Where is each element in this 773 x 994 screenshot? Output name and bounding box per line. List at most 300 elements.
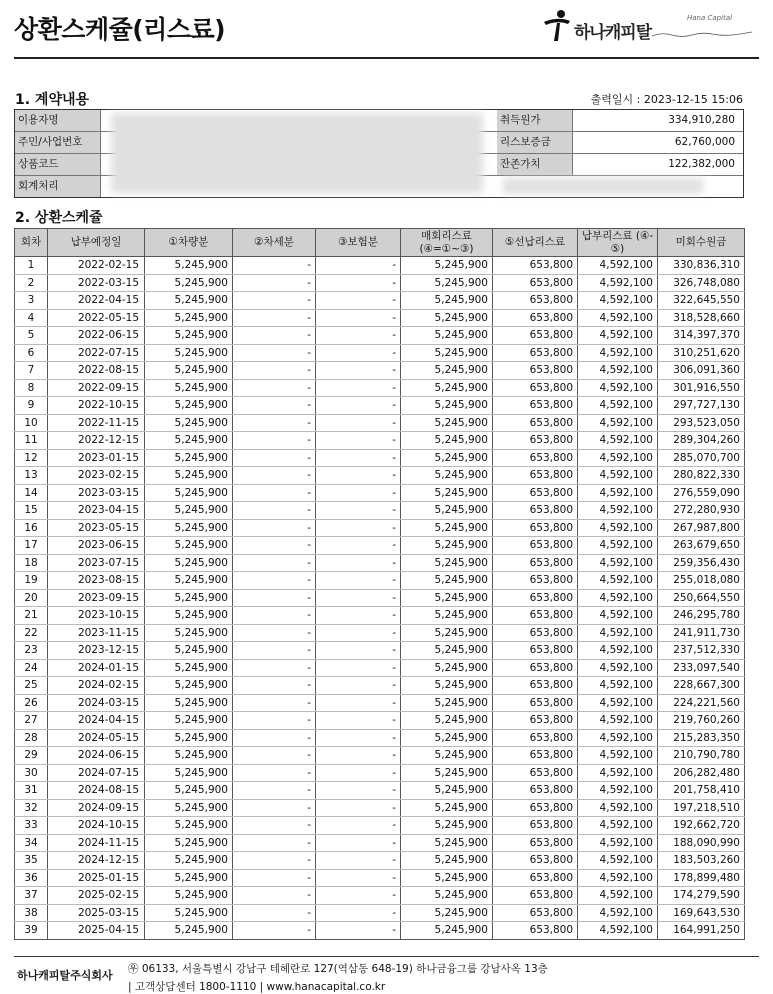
cell-vehicle-tax: - — [233, 449, 316, 467]
cell-lease-payment: 5,245,900 — [401, 344, 493, 362]
cell-payable-lease: 4,592,100 — [578, 677, 658, 695]
cell-outstanding-principal: 293,523,050 — [658, 414, 745, 432]
table-row — [15, 834, 745, 852]
cell-vehicle: 5,245,900 — [145, 327, 233, 345]
cell-due-date: 2023-09-15 — [48, 589, 145, 607]
cell-outstanding-principal: 276,559,090 — [658, 484, 745, 502]
cell-lease-payment: 5,245,900 — [401, 309, 493, 327]
cell-installment: 38 — [15, 904, 48, 922]
cell-lease-payment: 5,245,900 — [401, 677, 493, 695]
cell-vehicle: 5,245,900 — [145, 449, 233, 467]
cell-vehicle: 5,245,900 — [145, 904, 233, 922]
cell-insurance: - — [316, 484, 401, 502]
cell-vehicle-tax: - — [233, 397, 316, 415]
cell-due-date: 2024-07-15 — [48, 764, 145, 782]
cell-vehicle-tax: - — [233, 292, 316, 310]
col-header-due-date: 납부예정일 — [48, 229, 145, 257]
cell-vehicle-tax: - — [233, 782, 316, 800]
cell-prepaid-lease: 653,800 — [493, 677, 578, 695]
cell-vehicle: 5,245,900 — [145, 572, 233, 590]
cell-prepaid-lease: 653,800 — [493, 309, 578, 327]
cell-insurance: - — [316, 922, 401, 940]
cell-lease-payment: 5,245,900 — [401, 397, 493, 415]
cell-outstanding-principal: 250,664,550 — [658, 589, 745, 607]
cell-outstanding-principal: 178,899,480 — [658, 869, 745, 887]
table-header-row — [15, 229, 745, 257]
cell-outstanding-principal: 285,070,700 — [658, 449, 745, 467]
cell-installment: 25 — [15, 677, 48, 695]
cell-insurance: - — [316, 274, 401, 292]
cell-due-date: 2024-04-15 — [48, 712, 145, 730]
cell-payable-lease: 4,592,100 — [578, 799, 658, 817]
cell-outstanding-principal: 280,822,330 — [658, 467, 745, 485]
cell-due-date: 2023-12-15 — [48, 642, 145, 660]
cell-installment: 19 — [15, 572, 48, 590]
cell-vehicle-tax: - — [233, 799, 316, 817]
col-header-prepaid-lease: ⑤선납리스료 — [493, 229, 578, 257]
cell-vehicle: 5,245,900 — [145, 799, 233, 817]
cell-installment: 13 — [15, 467, 48, 485]
cell-vehicle: 5,245,900 — [145, 869, 233, 887]
cell-vehicle: 5,245,900 — [145, 747, 233, 765]
table-row — [15, 484, 745, 502]
contract-info-box — [14, 109, 744, 198]
cell-insurance: - — [316, 537, 401, 555]
table-row — [15, 327, 745, 345]
cell-insurance: - — [316, 607, 401, 625]
cell-payable-lease: 4,592,100 — [578, 309, 658, 327]
cell-prepaid-lease: 653,800 — [493, 712, 578, 730]
cell-insurance: - — [316, 747, 401, 765]
label-lease-deposit: 리스보증금 — [497, 132, 573, 153]
cell-due-date: 2024-03-15 — [48, 694, 145, 712]
cell-lease-payment: 5,245,900 — [401, 607, 493, 625]
cell-insurance: - — [316, 834, 401, 852]
cell-prepaid-lease: 653,800 — [493, 887, 578, 905]
cell-due-date: 2022-06-15 — [48, 327, 145, 345]
cell-vehicle: 5,245,900 — [145, 589, 233, 607]
cell-prepaid-lease: 653,800 — [493, 624, 578, 642]
cell-outstanding-principal: 201,758,410 — [658, 782, 745, 800]
cell-lease-payment: 5,245,900 — [401, 834, 493, 852]
cell-payable-lease: 4,592,100 — [578, 519, 658, 537]
cell-vehicle-tax: - — [233, 379, 316, 397]
cell-lease-payment: 5,245,900 — [401, 362, 493, 380]
cell-prepaid-lease: 653,800 — [493, 554, 578, 572]
cell-vehicle-tax: - — [233, 904, 316, 922]
cell-outstanding-principal: 206,282,480 — [658, 764, 745, 782]
table-row — [15, 817, 745, 835]
cell-payable-lease: 4,592,100 — [578, 642, 658, 660]
table-row — [15, 764, 745, 782]
cell-due-date: 2024-02-15 — [48, 677, 145, 695]
cell-prepaid-lease: 653,800 — [493, 659, 578, 677]
cell-due-date: 2022-02-15 — [48, 257, 145, 275]
cell-vehicle-tax: - — [233, 274, 316, 292]
cell-lease-payment: 5,245,900 — [401, 869, 493, 887]
table-row — [15, 537, 745, 555]
cell-vehicle-tax: - — [233, 624, 316, 642]
cell-lease-payment: 5,245,900 — [401, 274, 493, 292]
col-header-payable-lease: 납부리스료 (④-⑤) — [578, 229, 658, 257]
cell-vehicle: 5,245,900 — [145, 344, 233, 362]
logo-company-name: 하나캐피탈 — [574, 23, 652, 43]
cell-vehicle-tax: - — [233, 764, 316, 782]
cell-lease-payment: 5,245,900 — [401, 432, 493, 450]
cell-payable-lease: 4,592,100 — [578, 414, 658, 432]
cell-vehicle-tax: - — [233, 362, 316, 380]
cell-installment: 17 — [15, 537, 48, 555]
cell-vehicle: 5,245,900 — [145, 712, 233, 730]
cell-lease-payment: 5,245,900 — [401, 379, 493, 397]
printed-label: 출력일시 : — [590, 93, 641, 106]
cell-outstanding-principal: 188,090,990 — [658, 834, 745, 852]
cell-outstanding-principal: 183,503,260 — [658, 852, 745, 870]
cell-vehicle-tax: - — [233, 729, 316, 747]
cell-installment: 6 — [15, 344, 48, 362]
cell-insurance: - — [316, 572, 401, 590]
cell-vehicle: 5,245,900 — [145, 782, 233, 800]
cell-vehicle-tax: - — [233, 537, 316, 555]
cell-outstanding-principal: 224,221,560 — [658, 694, 745, 712]
header-divider — [14, 57, 759, 59]
table-row — [15, 309, 745, 327]
cell-prepaid-lease: 653,800 — [493, 502, 578, 520]
table-row — [15, 799, 745, 817]
cell-due-date: 2023-07-15 — [48, 554, 145, 572]
cell-outstanding-principal: 210,790,780 — [658, 747, 745, 765]
table-row — [15, 747, 745, 765]
cell-outstanding-principal: 330,836,310 — [658, 257, 745, 275]
col-header-insurance: ③보험분 — [316, 229, 401, 257]
cell-prepaid-lease: 653,800 — [493, 344, 578, 362]
table-row — [15, 257, 745, 275]
cell-vehicle-tax: - — [233, 887, 316, 905]
cell-vehicle: 5,245,900 — [145, 274, 233, 292]
cell-due-date: 2025-01-15 — [48, 869, 145, 887]
cell-outstanding-principal: 322,645,550 — [658, 292, 745, 310]
cell-lease-payment: 5,245,900 — [401, 799, 493, 817]
cell-vehicle: 5,245,900 — [145, 817, 233, 835]
cell-vehicle-tax: - — [233, 484, 316, 502]
cell-vehicle: 5,245,900 — [145, 642, 233, 660]
cell-vehicle-tax: - — [233, 642, 316, 660]
cell-lease-payment: 5,245,900 — [401, 642, 493, 660]
cell-installment: 3 — [15, 292, 48, 310]
label-customer-name: 이용자명 — [15, 110, 101, 131]
cell-installment: 14 — [15, 484, 48, 502]
table-row — [15, 694, 745, 712]
logo-mark-icon — [540, 8, 572, 42]
cell-insurance: - — [316, 502, 401, 520]
table-row — [15, 502, 745, 520]
cell-payable-lease: 4,592,100 — [578, 537, 658, 555]
cell-payable-lease: 4,592,100 — [578, 327, 658, 345]
cell-vehicle: 5,245,900 — [145, 624, 233, 642]
cell-prepaid-lease: 653,800 — [493, 537, 578, 555]
cell-insurance: - — [316, 589, 401, 607]
label-accounting: 회계처리 — [15, 176, 101, 197]
cell-insurance: - — [316, 379, 401, 397]
cell-due-date: 2022-09-15 — [48, 379, 145, 397]
cell-payable-lease: 4,592,100 — [578, 449, 658, 467]
cell-outstanding-principal: 255,018,080 — [658, 572, 745, 590]
cell-lease-payment: 5,245,900 — [401, 572, 493, 590]
cell-vehicle: 5,245,900 — [145, 432, 233, 450]
cell-vehicle: 5,245,900 — [145, 362, 233, 380]
company-logo — [540, 8, 762, 44]
cell-outstanding-principal: 241,911,730 — [658, 624, 745, 642]
cell-vehicle: 5,245,900 — [145, 309, 233, 327]
cell-installment: 26 — [15, 694, 48, 712]
cell-insurance: - — [316, 449, 401, 467]
table-row — [15, 904, 745, 922]
cell-outstanding-principal: 297,727,130 — [658, 397, 745, 415]
cell-lease-payment: 5,245,900 — [401, 624, 493, 642]
col-header-outstanding-principal: 미회수원금 — [658, 229, 745, 257]
cell-lease-payment: 5,245,900 — [401, 764, 493, 782]
cell-payable-lease: 4,592,100 — [578, 292, 658, 310]
cell-vehicle: 5,245,900 — [145, 292, 233, 310]
cell-due-date: 2022-08-15 — [48, 362, 145, 380]
cell-installment: 22 — [15, 624, 48, 642]
cell-outstanding-principal: 237,512,330 — [658, 642, 745, 660]
cell-installment: 4 — [15, 309, 48, 327]
cell-prepaid-lease: 653,800 — [493, 257, 578, 275]
cell-insurance: - — [316, 642, 401, 660]
cell-payable-lease: 4,592,100 — [578, 607, 658, 625]
cell-insurance: - — [316, 397, 401, 415]
col-header-installment: 회차 — [15, 229, 48, 257]
footer-contact: | 고객상담센터 1800-1110 | www.hanacapital.co.kr — [128, 981, 386, 993]
cell-payable-lease: 4,592,100 — [578, 747, 658, 765]
cell-installment: 30 — [15, 764, 48, 782]
cell-payable-lease: 4,592,100 — [578, 484, 658, 502]
cell-insurance: - — [316, 309, 401, 327]
cell-installment: 31 — [15, 782, 48, 800]
cell-vehicle-tax: - — [233, 834, 316, 852]
cell-vehicle-tax: - — [233, 554, 316, 572]
cell-due-date: 2022-04-15 — [48, 292, 145, 310]
cell-lease-payment: 5,245,900 — [401, 712, 493, 730]
cell-vehicle-tax: - — [233, 747, 316, 765]
cell-insurance: - — [316, 712, 401, 730]
table-row — [15, 519, 745, 537]
cell-due-date: 2024-11-15 — [48, 834, 145, 852]
cell-lease-payment: 5,245,900 — [401, 467, 493, 485]
cell-payable-lease: 4,592,100 — [578, 362, 658, 380]
cell-insurance: - — [316, 327, 401, 345]
cell-prepaid-lease: 653,800 — [493, 432, 578, 450]
col-header-vehicle-tax: ②차세분 — [233, 229, 316, 257]
redacted-region — [111, 113, 483, 193]
cell-payable-lease: 4,592,100 — [578, 257, 658, 275]
cell-installment: 39 — [15, 922, 48, 940]
cell-insurance: - — [316, 677, 401, 695]
table-row — [15, 379, 745, 397]
cell-prepaid-lease: 653,800 — [493, 747, 578, 765]
cell-vehicle: 5,245,900 — [145, 414, 233, 432]
table-row — [15, 659, 745, 677]
cell-vehicle: 5,245,900 — [145, 607, 233, 625]
cell-payable-lease: 4,592,100 — [578, 467, 658, 485]
cell-lease-payment: 5,245,900 — [401, 887, 493, 905]
cell-vehicle-tax: - — [233, 519, 316, 537]
table-row — [15, 414, 745, 432]
cell-payable-lease: 4,592,100 — [578, 344, 658, 362]
cell-installment: 16 — [15, 519, 48, 537]
cell-outstanding-principal: 318,528,660 — [658, 309, 745, 327]
cell-prepaid-lease: 653,800 — [493, 379, 578, 397]
cell-installment: 2 — [15, 274, 48, 292]
cell-vehicle: 5,245,900 — [145, 852, 233, 870]
cell-lease-payment: 5,245,900 — [401, 502, 493, 520]
table-row — [15, 642, 745, 660]
table-row — [15, 852, 745, 870]
cell-vehicle: 5,245,900 — [145, 257, 233, 275]
cell-vehicle-tax: - — [233, 817, 316, 835]
cell-installment: 10 — [15, 414, 48, 432]
table-row — [15, 397, 745, 415]
cell-outstanding-principal: 326,748,080 — [658, 274, 745, 292]
cell-payable-lease: 4,592,100 — [578, 817, 658, 835]
cell-payable-lease: 4,592,100 — [578, 659, 658, 677]
cell-insurance: - — [316, 432, 401, 450]
cell-vehicle: 5,245,900 — [145, 502, 233, 520]
cell-lease-payment: 5,245,900 — [401, 694, 493, 712]
cell-vehicle-tax: - — [233, 572, 316, 590]
cell-outstanding-principal: 272,280,930 — [658, 502, 745, 520]
cell-installment: 28 — [15, 729, 48, 747]
cell-installment: 32 — [15, 799, 48, 817]
cell-vehicle-tax: - — [233, 467, 316, 485]
cell-vehicle-tax: - — [233, 257, 316, 275]
cell-payable-lease: 4,592,100 — [578, 554, 658, 572]
cell-payable-lease: 4,592,100 — [578, 379, 658, 397]
cell-insurance: - — [316, 414, 401, 432]
cell-lease-payment: 5,245,900 — [401, 292, 493, 310]
cell-insurance: - — [316, 659, 401, 677]
cell-prepaid-lease: 653,800 — [493, 764, 578, 782]
cell-payable-lease: 4,592,100 — [578, 502, 658, 520]
cell-outstanding-principal: 246,295,780 — [658, 607, 745, 625]
cell-outstanding-principal: 310,251,620 — [658, 344, 745, 362]
cell-prepaid-lease: 653,800 — [493, 327, 578, 345]
cell-insurance: - — [316, 887, 401, 905]
cell-insurance: - — [316, 292, 401, 310]
cell-outstanding-principal: 197,218,510 — [658, 799, 745, 817]
cell-installment: 5 — [15, 327, 48, 345]
table-row — [15, 274, 745, 292]
cell-outstanding-principal: 233,097,540 — [658, 659, 745, 677]
cell-vehicle-tax: - — [233, 414, 316, 432]
value-lease-deposit: 62,760,000 — [674, 136, 735, 148]
cell-vehicle: 5,245,900 — [145, 554, 233, 572]
cell-due-date: 2023-11-15 — [48, 624, 145, 642]
cell-prepaid-lease: 653,800 — [493, 729, 578, 747]
page-title: 상환스케쥴(리스료) — [14, 15, 226, 44]
table-row — [15, 362, 745, 380]
cell-due-date: 2022-05-15 — [48, 309, 145, 327]
cell-payable-lease: 4,592,100 — [578, 694, 658, 712]
cell-vehicle-tax: - — [233, 502, 316, 520]
table-row — [15, 292, 745, 310]
cell-payable-lease: 4,592,100 — [578, 922, 658, 940]
cell-lease-payment: 5,245,900 — [401, 852, 493, 870]
cell-installment: 15 — [15, 502, 48, 520]
cell-insurance: - — [316, 362, 401, 380]
cell-vehicle-tax: - — [233, 922, 316, 940]
cell-vehicle: 5,245,900 — [145, 537, 233, 555]
cell-vehicle: 5,245,900 — [145, 677, 233, 695]
cell-outstanding-principal: 301,916,550 — [658, 379, 745, 397]
cell-installment: 27 — [15, 712, 48, 730]
cell-lease-payment: 5,245,900 — [401, 554, 493, 572]
table-row — [15, 922, 745, 940]
cell-due-date: 2024-09-15 — [48, 799, 145, 817]
cell-prepaid-lease: 653,800 — [493, 904, 578, 922]
cell-installment: 1 — [15, 257, 48, 275]
cell-insurance: - — [316, 817, 401, 835]
cell-installment: 36 — [15, 869, 48, 887]
cell-insurance: - — [316, 799, 401, 817]
cell-prepaid-lease: 653,800 — [493, 484, 578, 502]
cell-payable-lease: 4,592,100 — [578, 852, 658, 870]
cell-insurance: - — [316, 467, 401, 485]
table-row — [15, 554, 745, 572]
label-product-code: 상품코드 — [15, 154, 101, 175]
cell-prepaid-lease: 653,800 — [493, 362, 578, 380]
cell-installment: 21 — [15, 607, 48, 625]
cell-lease-payment: 5,245,900 — [401, 257, 493, 275]
cell-due-date: 2024-10-15 — [48, 817, 145, 835]
cell-insurance: - — [316, 904, 401, 922]
cell-prepaid-lease: 653,800 — [493, 834, 578, 852]
cell-vehicle-tax: - — [233, 712, 316, 730]
cell-insurance: - — [316, 694, 401, 712]
cell-lease-payment: 5,245,900 — [401, 729, 493, 747]
cell-outstanding-principal: 289,304,260 — [658, 432, 745, 450]
cell-lease-payment: 5,245,900 — [401, 782, 493, 800]
cell-installment: 34 — [15, 834, 48, 852]
cell-vehicle: 5,245,900 — [145, 519, 233, 537]
table-row — [15, 607, 745, 625]
cell-prepaid-lease: 653,800 — [493, 799, 578, 817]
cell-due-date: 2024-12-15 — [48, 852, 145, 870]
cell-lease-payment: 5,245,900 — [401, 747, 493, 765]
cell-prepaid-lease: 653,800 — [493, 572, 578, 590]
cell-prepaid-lease: 653,800 — [493, 397, 578, 415]
table-row — [15, 589, 745, 607]
cell-vehicle: 5,245,900 — [145, 887, 233, 905]
cell-due-date: 2023-10-15 — [48, 607, 145, 625]
cell-installment: 8 — [15, 379, 48, 397]
cell-outstanding-principal: 314,397,370 — [658, 327, 745, 345]
cell-outstanding-principal: 259,356,430 — [658, 554, 745, 572]
cell-vehicle-tax: - — [233, 344, 316, 362]
redacted-region — [503, 178, 703, 194]
cell-lease-payment: 5,245,900 — [401, 904, 493, 922]
cell-installment: 29 — [15, 747, 48, 765]
cell-prepaid-lease: 653,800 — [493, 274, 578, 292]
cell-installment: 35 — [15, 852, 48, 870]
table-row — [15, 344, 745, 362]
cell-installment: 9 — [15, 397, 48, 415]
cell-prepaid-lease: 653,800 — [493, 869, 578, 887]
cell-vehicle: 5,245,900 — [145, 764, 233, 782]
cell-outstanding-principal: 169,643,530 — [658, 904, 745, 922]
cell-payable-lease: 4,592,100 — [578, 397, 658, 415]
